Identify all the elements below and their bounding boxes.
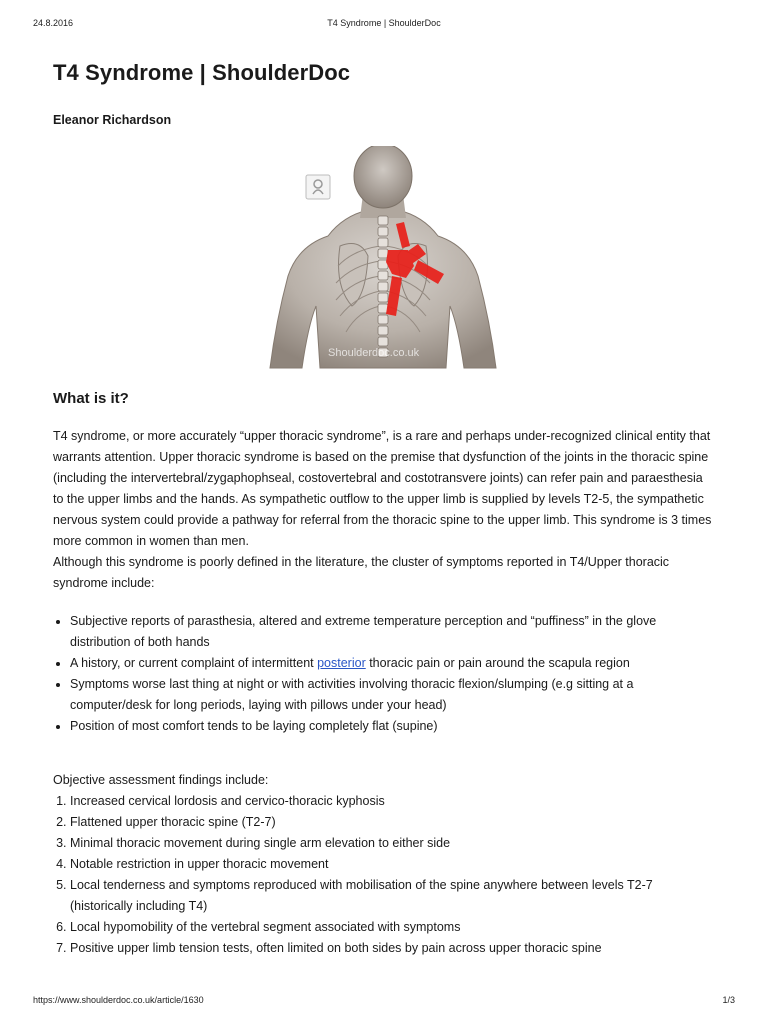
- section-heading: What is it?: [53, 390, 129, 407]
- list-item: • Subjective reports of parasthesia, altered and extreme temperature perception and “puffiness” in the glove distribution of both hands: [70, 611, 715, 653]
- print-header-title: T4 Syndrome | ShoulderDoc: [327, 18, 441, 28]
- list-item: 4. Notable restriction in upper thoracic movement: [70, 854, 715, 875]
- spine-anatomy-figure: [268, 146, 498, 374]
- print-header-date: 24.8.2016: [33, 18, 74, 28]
- list-item: • Position of most comfort tends to be laying completely flat (supine): [70, 716, 715, 737]
- list-item: 7. Positive upper limb tension tests, often limited on both sides by pain across upper thoracic spine: [70, 938, 715, 959]
- back-anatomy-illustration: [268, 146, 498, 374]
- list-item: 3. Minimal thoracic movement during single arm elevation to either side: [70, 833, 715, 854]
- author-name: Eleanor Richardson: [53, 113, 172, 127]
- print-footer-url: https://www.shoulderdoc.co.uk/article/1630: [33, 995, 204, 1005]
- print-footer-page-number: 1/3: [722, 995, 735, 1005]
- list-item: 1. Increased cervical lordosis and cervico-thoracic kyphosis: [70, 791, 715, 812]
- intro-paragraph: T4 syndrome, or more accurately “upper thoracic syndrome”, is a rare and perhaps under-recognized clinical entity that warrants attention. Upper thoracic syndrome is based on the premise that dysfunction of the joints in the thoracic spine (including the intervertebral/zygaphophseal, costovertebral and costotransvere joints) can refer pain and paraesthesia to the upper limbs and the hands. As sympathetic outflow to the upper limb is supplied by levels T2-5, the sympathetic nervous system could provide a pathway for referral from the thoracic spine to the upper limb. This syndrome is 3 times more common in women than men.: [53, 429, 712, 548]
- article: [53, 58, 715, 959]
- page-title: T4 Syndrome | ShoulderDoc: [53, 60, 351, 85]
- list-item-text: thoracic pain or pain around the scapula region: [365, 656, 630, 670]
- list-item: 2. Flattened upper thoracic spine (T2-7): [70, 812, 715, 833]
- list-item: [70, 653, 715, 674]
- posterior-link[interactable]: posterior: [317, 656, 366, 670]
- findings-list: [53, 791, 715, 959]
- list-item: 6. Local hypomobility of the vertebral segment associated with symptoms: [70, 917, 715, 938]
- list-item: • Symptoms worse last thing at night or with activities involving thoracic flexion/slumping (e.g sitting at a computer/desk for long periods, laying with pillows under your head): [70, 674, 715, 716]
- objective-findings-heading: Objective assessment findings include:: [53, 773, 269, 787]
- symptoms-list: [53, 611, 715, 737]
- symptoms-intro: Although this syndrome is poorly defined in the literature, the cluster of symptoms reported in T4/Upper thoracic syndrome include:: [53, 555, 670, 590]
- list-item-text: A history, or current complaint of intermittent: [70, 656, 318, 670]
- list-item: 5. Local tenderness and symptoms reproduced with mobilisation of the spine anywhere between levels T2-7 (historically including T4): [70, 875, 715, 917]
- watermark-logo-icon: [305, 174, 331, 200]
- figure-watermark-text: Shoulderdoc.co.uk: [328, 347, 420, 359]
